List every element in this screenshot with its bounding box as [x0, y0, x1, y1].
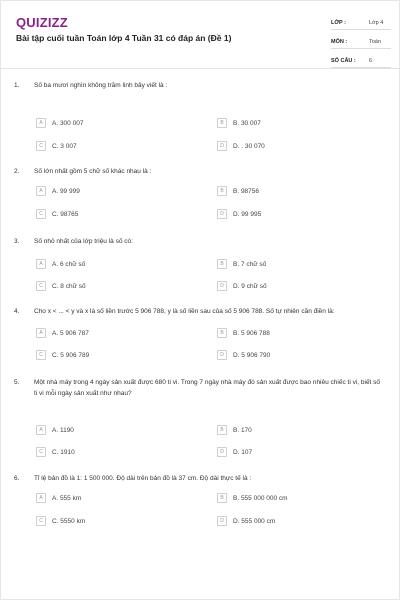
option-letter-box: D	[217, 447, 227, 457]
meta-row-count	[331, 52, 391, 68]
option-letter-box: B	[217, 118, 227, 128]
option-letter-box: B	[217, 186, 227, 196]
option-text: B. 7 chữ số	[233, 260, 267, 268]
option-b[interactable]	[217, 118, 261, 128]
option-letter-box: B	[217, 425, 227, 435]
option-text: A. 1190	[52, 426, 74, 434]
question-text: Cho x < ... < y và x là số liền trước 5 906 788, y là số liền sau của số 5 906 788. Số tự nhiên cần điền là:	[34, 308, 335, 315]
option-text: B. 555 000 000 cm	[233, 494, 288, 502]
option-c[interactable]	[36, 281, 86, 291]
option-letter-box: C	[36, 350, 46, 360]
option-a[interactable]	[36, 186, 80, 196]
option-text: A. 5 906 787	[52, 329, 89, 337]
option-text: A. 555 km	[52, 494, 82, 502]
question-number: 1.	[14, 82, 20, 89]
option-text: C. 3 007	[52, 142, 77, 150]
option-b[interactable]	[217, 328, 270, 338]
option-letter-box: A	[36, 493, 46, 503]
option-letter-box: C	[36, 281, 46, 291]
option-c[interactable]	[36, 447, 75, 457]
option-text: D. . 30 070	[233, 142, 265, 150]
header-divider	[1, 68, 400, 69]
option-c[interactable]	[36, 350, 89, 360]
option-d[interactable]	[217, 281, 267, 291]
question-number: 4.	[14, 308, 20, 315]
question-text: Tỉ lệ bản đồ là 1: 1 500 000. Độ dài trên bản đồ là 37 cm. Độ dài thực tế là :	[34, 475, 252, 482]
option-text: D. 107	[233, 448, 253, 456]
option-text: D. 9 chữ số	[233, 282, 267, 290]
option-b[interactable]	[217, 259, 266, 269]
question-number: 6.	[14, 475, 20, 482]
option-letter-box: A	[36, 186, 46, 196]
option-b[interactable]	[217, 425, 252, 435]
question-text: Số nhỏ nhất của lớp triệu là số có:	[34, 238, 133, 245]
option-letter-box: B	[217, 328, 227, 338]
meta-key: MÔN :	[331, 39, 348, 45]
option-text: C. 5 906 789	[52, 351, 90, 359]
quizizz-logo: QUIZIZZ	[16, 15, 68, 30]
option-text: B. 170	[233, 426, 252, 434]
question-text: Số ba mươi nghìn không trăm linh bảy viết là :	[34, 82, 168, 89]
option-text: D. 99 995	[233, 210, 262, 218]
option-letter-box: A	[36, 118, 46, 128]
question-text: Số lớn nhất gồm 5 chữ số khác nhau là :	[34, 168, 152, 175]
option-letter-box: D	[217, 281, 227, 291]
option-text: C. 5550 km	[52, 517, 86, 525]
option-text: C. 1910	[52, 448, 75, 456]
option-letter-box: B	[217, 259, 227, 269]
option-d[interactable]	[217, 350, 270, 360]
option-letter-box: C	[36, 209, 46, 219]
meta-row-subject	[331, 33, 391, 49]
page-title: Bài tập cuối tuần Toán lớp 4 Tuần 31 có đáp án (Đề 1)	[16, 33, 232, 43]
option-b[interactable]	[217, 493, 288, 503]
option-c[interactable]	[36, 209, 78, 219]
option-letter-box: D	[217, 209, 227, 219]
option-letter-box: A	[36, 259, 46, 269]
option-d[interactable]	[217, 516, 275, 526]
option-a[interactable]	[36, 328, 89, 338]
meta-panel	[331, 14, 391, 71]
option-c[interactable]	[36, 141, 77, 151]
option-d[interactable]	[217, 141, 265, 151]
option-c[interactable]	[36, 516, 85, 526]
meta-key: SỐ CÂU :	[331, 58, 356, 64]
meta-value: Toán	[369, 39, 381, 45]
option-a[interactable]	[36, 493, 81, 503]
option-letter-box: A	[36, 425, 46, 435]
meta-row-class	[331, 14, 391, 30]
option-a[interactable]	[36, 425, 74, 435]
question-number: 3.	[14, 238, 20, 245]
option-text: D. 555 000 cm	[233, 517, 276, 525]
option-letter-box: C	[36, 447, 46, 457]
option-a[interactable]	[36, 118, 83, 128]
option-text: B. 30 007	[233, 119, 261, 127]
option-d[interactable]	[217, 209, 261, 219]
meta-value: Lớp 4	[369, 20, 384, 26]
meta-key: LỚP :	[331, 20, 346, 26]
question-number: 5.	[14, 379, 20, 386]
option-text: A. 6 chữ số	[52, 260, 86, 268]
option-text: C. 8 chữ số	[52, 282, 86, 290]
option-d[interactable]	[217, 447, 252, 457]
option-letter-box: B	[217, 493, 227, 503]
option-text: A. 300 007	[52, 119, 84, 127]
meta-value: 6	[369, 58, 373, 64]
option-letter-box: C	[36, 516, 46, 526]
option-text: A. 99 999	[52, 187, 80, 195]
option-b[interactable]	[217, 186, 259, 196]
question-text: Một nhà máy trong 4 ngày sản xuất được 680 ti vi. Trong 7 ngày nhà máy đó sản xuất được bao nhiêu chiếc ti vi, biết số ti vi mỗi ngày sản xuất như nhau?	[34, 379, 381, 397]
option-letter-box: D	[217, 350, 227, 360]
option-text: C. 98765	[52, 210, 79, 218]
option-text: B. 5 906 788	[233, 329, 270, 337]
question-number: 2.	[14, 168, 20, 175]
option-text: D. 5 906 790	[233, 351, 271, 359]
option-text: B. 98756	[233, 187, 260, 195]
option-letter-box: D	[217, 141, 227, 151]
option-letter-box: A	[36, 328, 46, 338]
option-letter-box: C	[36, 141, 46, 151]
option-letter-box: D	[217, 516, 227, 526]
option-a[interactable]	[36, 259, 85, 269]
